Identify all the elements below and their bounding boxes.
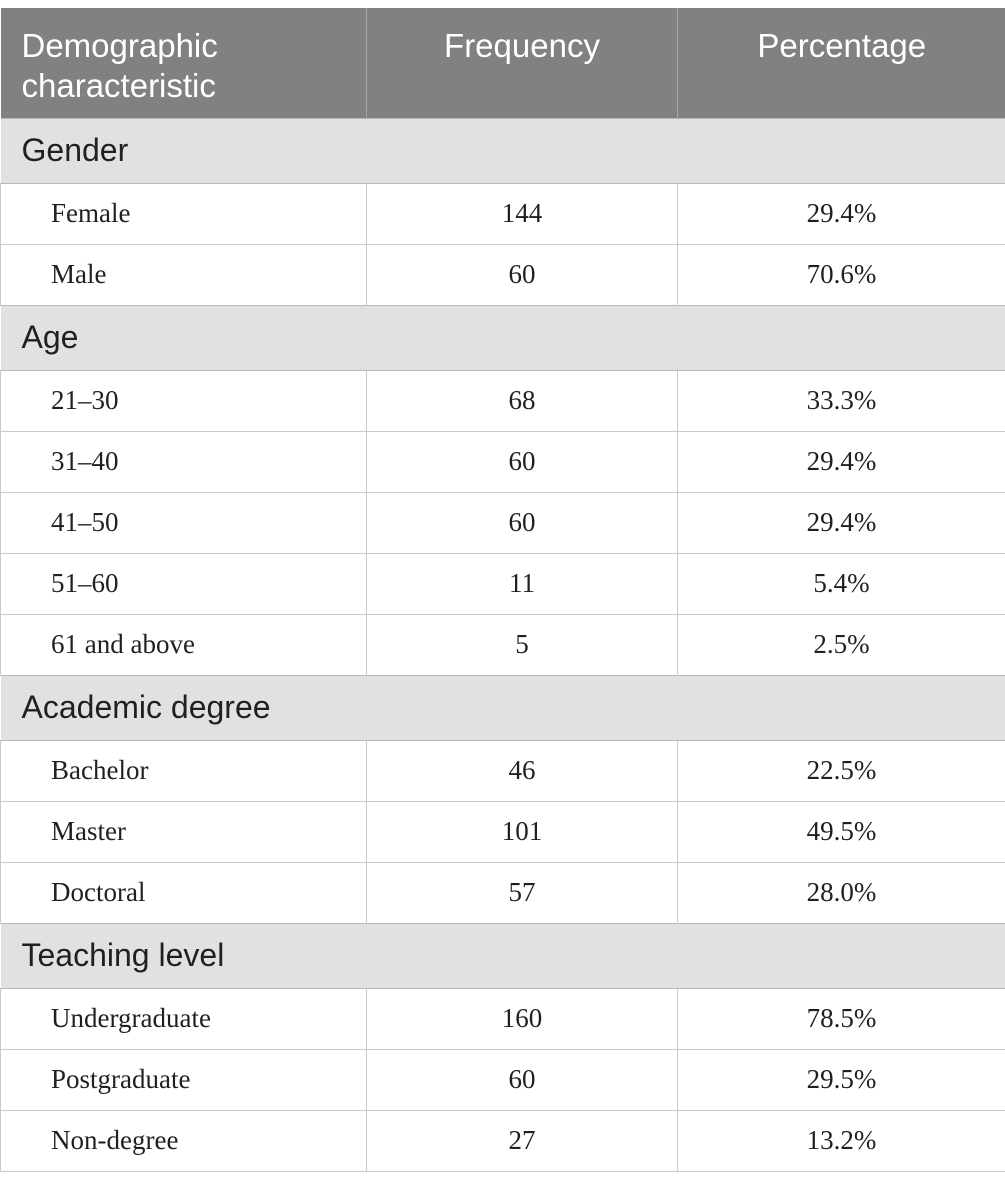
table-row <box>1 1110 1005 1171</box>
row-frequency: 57 <box>367 862 678 923</box>
row-frequency: 60 <box>367 492 678 553</box>
row-percentage: 29.4% <box>678 431 1005 492</box>
section-title: Age <box>1 305 1005 370</box>
row-percentage: 28.0% <box>678 862 1005 923</box>
row-label: 31–40 <box>1 431 367 492</box>
row-percentage: 78.5% <box>678 988 1005 1049</box>
row-percentage: 29.4% <box>678 492 1005 553</box>
row-label: Undergraduate <box>1 988 367 1049</box>
header-frequency: Frequency <box>367 8 678 118</box>
section-title: Gender <box>1 118 1005 183</box>
row-frequency: 160 <box>367 988 678 1049</box>
row-label: 51–60 <box>1 553 367 614</box>
table-row <box>1 183 1005 244</box>
table-row <box>1 801 1005 862</box>
row-label: Bachelor <box>1 740 367 801</box>
table-row <box>1 492 1005 553</box>
row-percentage: 5.4% <box>678 553 1005 614</box>
row-frequency: 60 <box>367 244 678 305</box>
row-frequency: 27 <box>367 1110 678 1171</box>
header-row <box>1 8 1005 118</box>
table-row <box>1 1049 1005 1110</box>
row-label: Male <box>1 244 367 305</box>
table-row <box>1 431 1005 492</box>
section-row-age <box>1 305 1005 370</box>
row-frequency: 68 <box>367 370 678 431</box>
table-header <box>1 8 1005 118</box>
row-frequency: 60 <box>367 1049 678 1110</box>
header-demographic-characteristic <box>1 8 367 118</box>
header-col1-line2: characteristic <box>21 67 216 104</box>
row-label: 41–50 <box>1 492 367 553</box>
row-percentage: 33.3% <box>678 370 1005 431</box>
row-label: Doctoral <box>1 862 367 923</box>
row-frequency: 5 <box>367 614 678 675</box>
row-percentage: 29.4% <box>678 183 1005 244</box>
table-row <box>1 614 1005 675</box>
row-frequency: 60 <box>367 431 678 492</box>
section-row-academic-degree <box>1 675 1005 740</box>
section-title: Academic degree <box>1 675 1005 740</box>
table-body <box>1 118 1005 1171</box>
row-percentage: 2.5% <box>678 614 1005 675</box>
row-percentage: 29.5% <box>678 1049 1005 1110</box>
table-row <box>1 740 1005 801</box>
row-label: Non-degree <box>1 1110 367 1171</box>
row-percentage: 13.2% <box>678 1110 1005 1171</box>
header-col1-line1: Demographic <box>21 27 218 64</box>
row-frequency: 144 <box>367 183 678 244</box>
row-label: Master <box>1 801 367 862</box>
row-percentage: 22.5% <box>678 740 1005 801</box>
row-label: Postgraduate <box>1 1049 367 1110</box>
section-row-gender <box>1 118 1005 183</box>
row-label: 21–30 <box>1 370 367 431</box>
demographics-table <box>0 8 1005 1172</box>
row-percentage: 70.6% <box>678 244 1005 305</box>
section-row-teaching-level <box>1 923 1005 988</box>
header-percentage: Percentage <box>678 8 1005 118</box>
table-row <box>1 370 1005 431</box>
row-label: 61 and above <box>1 614 367 675</box>
row-frequency: 101 <box>367 801 678 862</box>
row-frequency: 11 <box>367 553 678 614</box>
section-title: Teaching level <box>1 923 1005 988</box>
row-label: Female <box>1 183 367 244</box>
table-row <box>1 553 1005 614</box>
table-row <box>1 988 1005 1049</box>
row-frequency: 46 <box>367 740 678 801</box>
row-percentage: 49.5% <box>678 801 1005 862</box>
table-row <box>1 862 1005 923</box>
table-row <box>1 244 1005 305</box>
